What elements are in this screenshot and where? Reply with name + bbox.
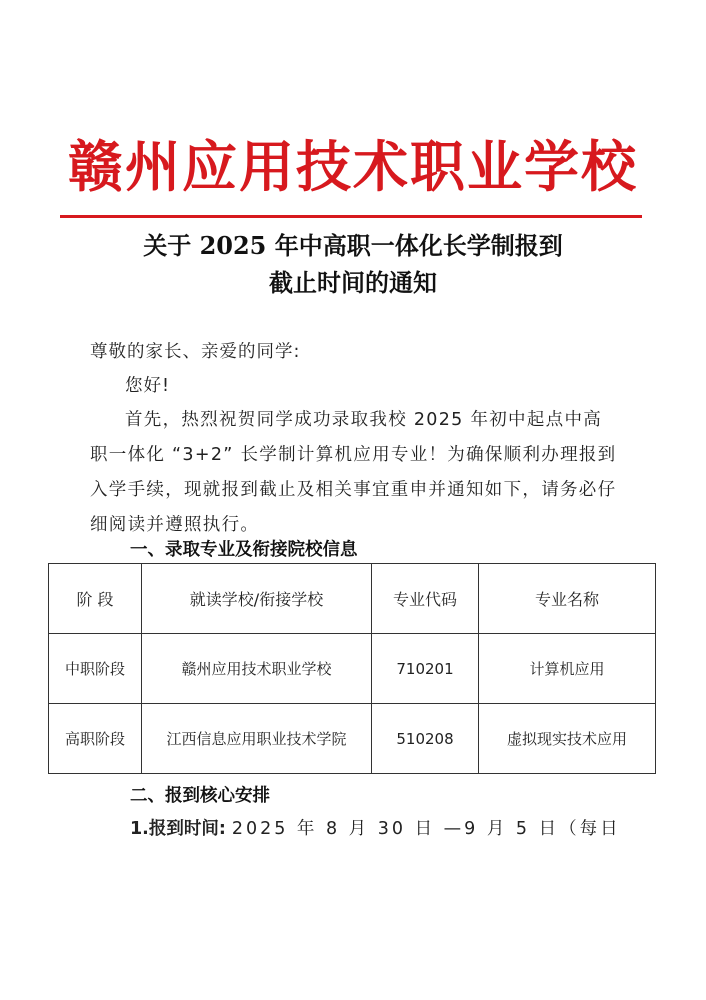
- school-name-header: 赣州应用技术职业学校: [67, 134, 638, 199]
- greeting: 您好!: [125, 376, 171, 396]
- header-red-rule: [60, 215, 642, 218]
- cell-major-name: 虚拟现实技术应用: [479, 704, 656, 774]
- table-row: [49, 634, 656, 704]
- registration-time-value: 2025 年 8 月 30 日 —9 月 5 日（每日: [231, 819, 621, 839]
- cell-stage: 高职阶段: [49, 704, 142, 774]
- section-heading-admission-info: 一、录取专业及衔接院校信息: [130, 540, 358, 560]
- header-cell-school: 就读学校/衔接学校: [142, 564, 372, 634]
- cell-school: 赣州应用技术职业学校: [142, 634, 372, 704]
- header-cell-major-code: 专业代码: [372, 564, 479, 634]
- cell-major-code: 510208: [372, 704, 479, 774]
- cell-major-name: 计算机应用: [479, 634, 656, 704]
- table-header-row: [49, 564, 656, 634]
- table-row: [49, 704, 656, 774]
- notice-title-line2: 截止时间的通知: [269, 268, 437, 297]
- admission-info-table: [48, 563, 656, 774]
- cell-stage: 中职阶段: [49, 634, 142, 704]
- header-cell-stage: 阶 段: [49, 564, 142, 634]
- registration-time-label: 1.报到时间:: [130, 819, 226, 839]
- cell-major-code: 710201: [372, 634, 479, 704]
- intro-paragraph: 首先，热烈祝贺同学成功录取我校 2025 年初中起点中高职一体化 “3+2” 长学制计算机应用专业！为确保顺利办理报到入学手续，现就报到截止及相关事宜重申并通知如下，请务必仔细阅读并遵照执行。: [90, 410, 617, 535]
- header-cell-major-name: 专业名称: [479, 564, 656, 634]
- registration-time-line: [130, 814, 621, 844]
- section-heading-registration: 二、报到核心安排: [130, 786, 270, 806]
- salutation: 尊敬的家长、亲爱的同学:: [90, 342, 301, 362]
- notice-title-line1: 关于 2025 年中高职一体化长学制报到: [143, 231, 563, 260]
- cell-school: 江西信息应用职业技术学院: [142, 704, 372, 774]
